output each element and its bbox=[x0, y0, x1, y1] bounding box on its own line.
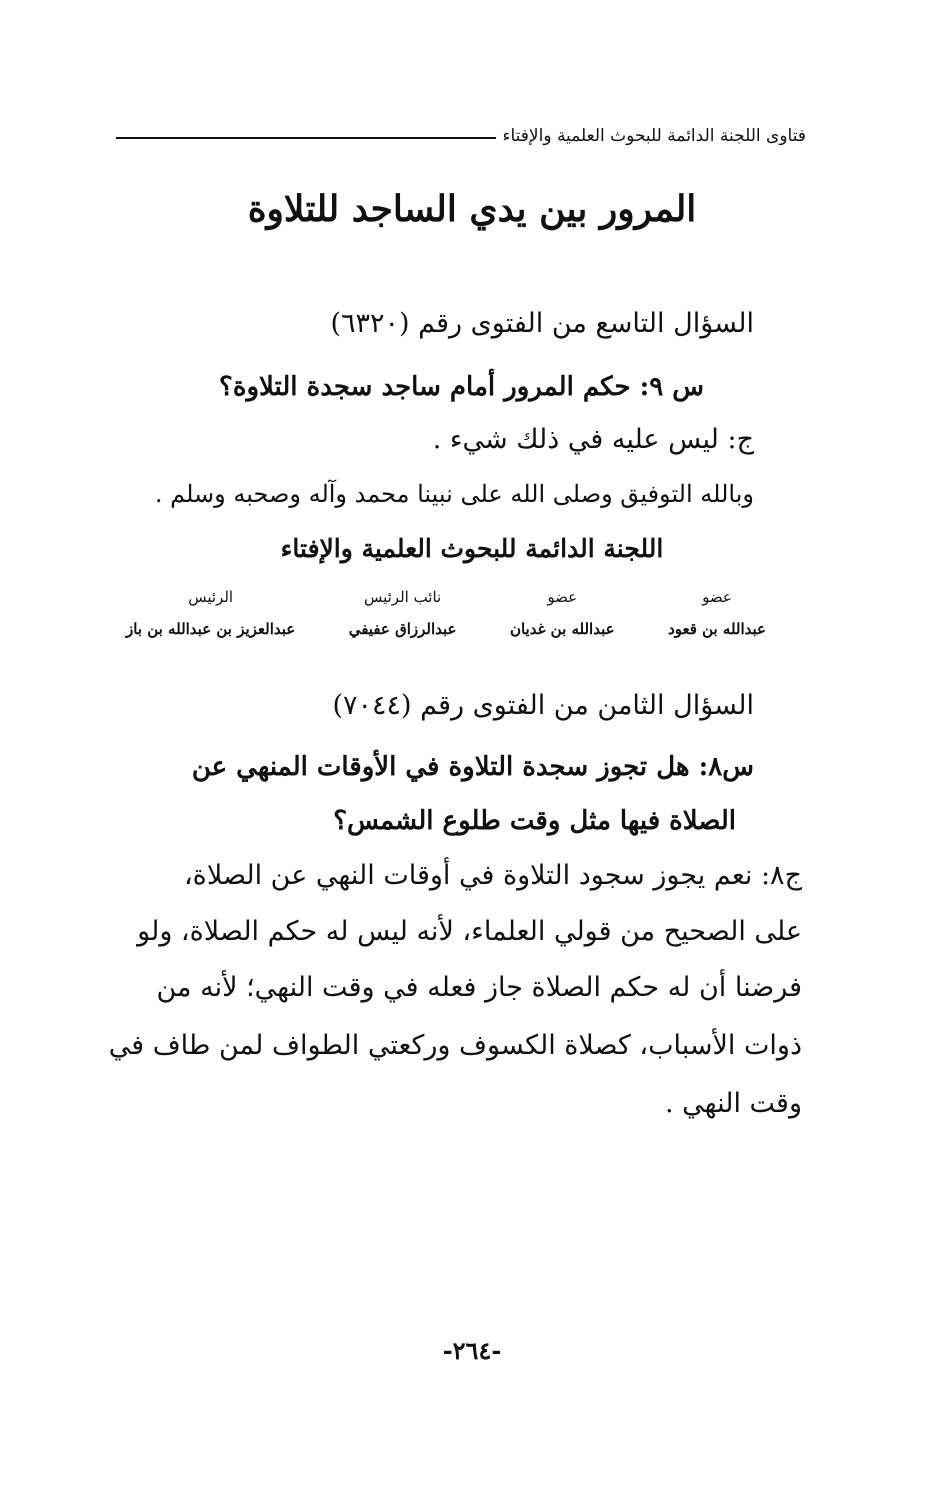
fatwa2-question-line: س٨: هل تجوز سجدة التلاوة في الأوقات المنهي عن bbox=[191, 752, 754, 782]
section-title: المرور بين يدي الساجد للتلاوة bbox=[247, 188, 697, 230]
page-number: -٢٦٤- bbox=[442, 1336, 502, 1365]
signatory-role: عضو bbox=[547, 588, 578, 606]
signatory-name: عبدالعزيز بن عبدالله بن باز bbox=[126, 620, 296, 638]
fatwa2-intro: السؤال الثامن من الفتوى رقم (٧٠٤٤) bbox=[332, 690, 754, 721]
running-head-text: فتاوى اللجنة الدائمة للبحوث العلمية والإفتاء bbox=[502, 126, 806, 146]
running-head-rule bbox=[116, 137, 496, 139]
signatory bbox=[668, 588, 766, 638]
signatory bbox=[510, 588, 615, 638]
signatories bbox=[126, 588, 766, 638]
signatory-role: عضو bbox=[702, 588, 732, 606]
signatory-role: الرئيس bbox=[188, 588, 234, 606]
signatory-name: عبدالرزاق عفيفي bbox=[348, 620, 457, 638]
fatwa1-intro: السؤال التاسع من الفتوى رقم (٦٣٢٠) bbox=[330, 308, 754, 339]
fatwa1-answer: ج: ليس عليه في ذلك شيء . bbox=[432, 424, 754, 455]
fatwa2-question-line: الصلاة فيها مثل وقت طلوع الشمس؟ bbox=[333, 806, 736, 836]
running-head bbox=[116, 126, 806, 146]
fatwa2-answer-line: فرضنا أن له حكم الصلاة جاز فعله في وقت النهي؛ لأنه من bbox=[156, 972, 802, 1003]
signatory-name: عبدالله بن غديان bbox=[509, 620, 615, 638]
fatwa2-answer-line: وقت النهي . bbox=[664, 1088, 802, 1119]
fatwa1-question: س ٩: حكم المرور أمام ساجد سجدة التلاوة؟ bbox=[219, 372, 704, 402]
signatory bbox=[349, 588, 457, 638]
committee-name: اللجنة الدائمة للبحوث العلمية والإفتاء bbox=[280, 534, 664, 563]
fatwa2-answer-line: ج٨: نعم يجوز سجود التلاوة في أوقات النهي عن الصلاة، bbox=[183, 860, 802, 891]
fatwa2-answer-line: ذوات الأسباب، كصلاة الكسوف وركعتي الطواف لمن طاف في bbox=[108, 1030, 802, 1061]
signatory bbox=[126, 588, 295, 638]
fatwa2-answer-line: على الصحيح من قولي العلماء، لأنه ليس له حكم الصلاة، ولو bbox=[137, 916, 802, 947]
fatwa1-closing: وبالله التوفيق وصلى الله على نبينا محمد وآله وصحبه وسلم . bbox=[154, 480, 754, 508]
signatory-role: نائب الرئيس bbox=[363, 588, 442, 606]
signatory-name: عبدالله بن قعود bbox=[668, 620, 766, 638]
